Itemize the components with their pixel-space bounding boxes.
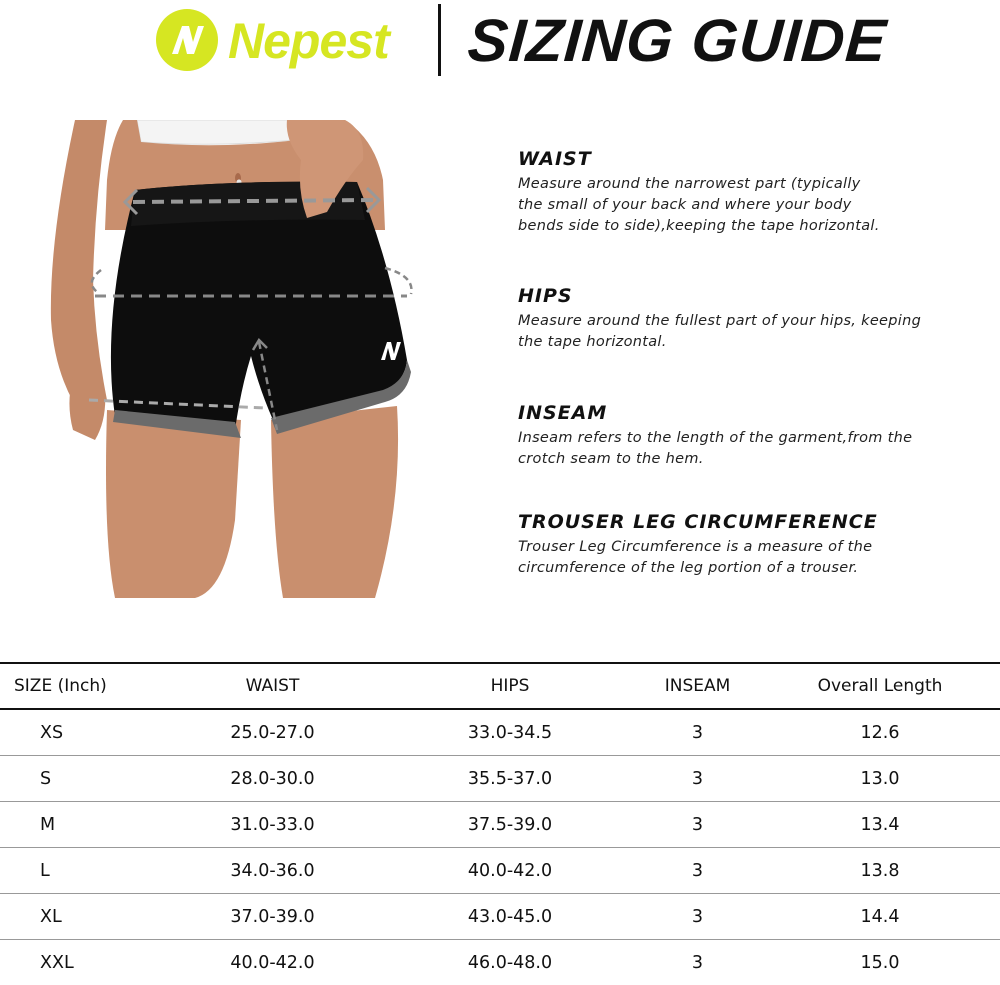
header-size: SIZE (Inch) xyxy=(0,663,160,709)
header-overall-length: Overall Length xyxy=(760,663,1000,709)
cell-waist: 31.0-33.0 xyxy=(160,802,385,848)
cell-inseam: 3 xyxy=(635,894,760,940)
table-row xyxy=(0,802,1000,848)
cell-inseam: 3 xyxy=(635,802,760,848)
cell-overall-length: 13.4 xyxy=(760,802,1000,848)
cell-inseam: 3 xyxy=(635,848,760,894)
cell-inseam: 3 xyxy=(635,756,760,802)
cell-inseam: 3 xyxy=(635,940,760,985)
cell-waist: 34.0-36.0 xyxy=(160,848,385,894)
cell-size: XS xyxy=(0,709,160,756)
cell-size: S xyxy=(0,756,160,802)
header-divider xyxy=(438,4,441,76)
table-row xyxy=(0,894,1000,940)
table-row xyxy=(0,940,1000,985)
leg-circumference-heading: TROUSER LEG CIRCUMFERENCE xyxy=(518,511,988,533)
cell-hips: 46.0-48.0 xyxy=(385,940,635,985)
brand-name: Nepest xyxy=(228,12,389,70)
waist-heading: WAIST xyxy=(518,148,988,170)
leg-circumference-text: Trouser Leg Circumference is a measure of the circumference of the leg portion of a trouser. xyxy=(518,537,988,579)
waist-text: Measure around the narrowest part (typically the small of your back and where your body bends side to side),keeping the tape horizontal. xyxy=(518,174,988,237)
cell-hips: 40.0-42.0 xyxy=(385,848,635,894)
cell-waist: 28.0-30.0 xyxy=(160,756,385,802)
header-waist: WAIST xyxy=(160,663,385,709)
cell-waist: 25.0-27.0 xyxy=(160,709,385,756)
cell-waist: 40.0-42.0 xyxy=(160,940,385,985)
cell-size: XXL xyxy=(0,940,160,985)
inseam-description xyxy=(518,402,988,470)
table-row xyxy=(0,756,1000,802)
inseam-text: Inseam refers to the length of the garment,from the crotch seam to the hem. xyxy=(518,428,988,470)
cell-size: L xyxy=(0,848,160,894)
cell-size: M xyxy=(0,802,160,848)
cell-hips: 37.5-39.0 xyxy=(385,802,635,848)
cell-overall-length: 12.6 xyxy=(760,709,1000,756)
hips-heading: HIPS xyxy=(518,285,988,307)
cell-waist: 37.0-39.0 xyxy=(160,894,385,940)
hips-description xyxy=(518,285,988,353)
header-inseam: INSEAM xyxy=(635,663,760,709)
brand-logo-icon xyxy=(155,8,219,72)
cell-hips: 33.0-34.5 xyxy=(385,709,635,756)
cell-size: XL xyxy=(0,894,160,940)
cell-hips: 43.0-45.0 xyxy=(385,894,635,940)
cell-hips: 35.5-37.0 xyxy=(385,756,635,802)
cell-inseam: 3 xyxy=(635,709,760,756)
table-row xyxy=(0,709,1000,756)
table-row xyxy=(0,848,1000,894)
cell-overall-length: 13.0 xyxy=(760,756,1000,802)
product-photo xyxy=(45,120,465,598)
cell-overall-length: 13.8 xyxy=(760,848,1000,894)
hips-text: Measure around the fullest part of your hips, keeping the tape horizontal. xyxy=(518,311,988,353)
waist-description xyxy=(518,148,988,237)
cell-overall-length: 15.0 xyxy=(760,940,1000,985)
table-header-row xyxy=(0,663,1000,709)
cell-overall-length: 14.4 xyxy=(760,894,1000,940)
inseam-heading: INSEAM xyxy=(518,402,988,424)
page-title: SIZING GUIDE xyxy=(466,6,890,75)
header-hips: HIPS xyxy=(385,663,635,709)
size-table xyxy=(0,662,1000,985)
leg-circumference-description xyxy=(518,511,988,579)
